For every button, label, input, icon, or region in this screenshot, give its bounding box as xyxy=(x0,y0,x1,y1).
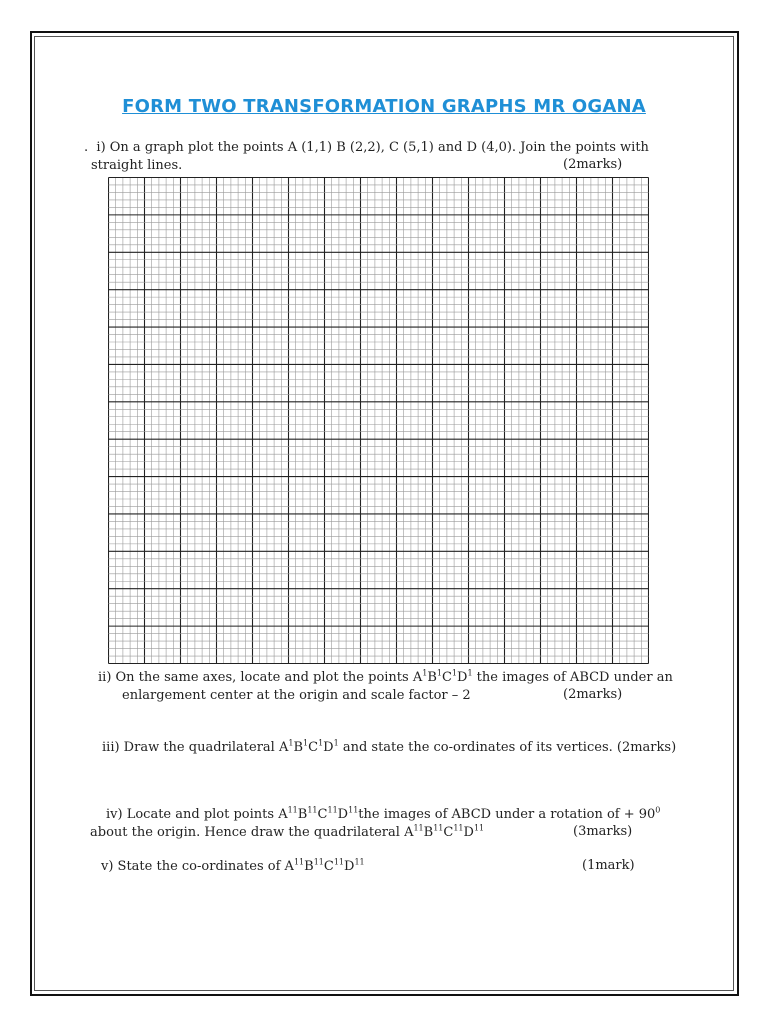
grid-lines xyxy=(109,178,649,664)
question-2-marks: (2marks) xyxy=(563,687,623,702)
page-title: FORM TWO TRANSFORMATION GRAPHS MR OGANA xyxy=(122,96,646,117)
question-2-line-2: enlargement center at the origin and scale factor – 2 xyxy=(122,688,471,703)
question-3: iii) Draw the quadrilateral $A^1B^1C^1D^1$ and state the co-ordinates of its vertices. (2marks) xyxy=(102,738,677,755)
question-4-line-1: iv) Locate and plot points $A^{11}B^{11}C^{11}D^{11}the$ images of ABCD under a rotation of + $90^0$ xyxy=(106,805,661,822)
question-5: v) State the co-ordinates of $A^{11}B^{11}C^{11}D^{11}$ xyxy=(101,857,365,874)
question-4-line-2: about the origin. Hence draw the quadrilateral $A^{11}B^{11}C^{11}D^{11}$ xyxy=(90,823,485,840)
question-1-line-1 xyxy=(84,139,649,156)
question-1-lead: . xyxy=(84,140,89,155)
question-5-marks: (1mark) xyxy=(582,858,635,873)
graph-grid xyxy=(108,177,649,664)
question-1-line-2: straight lines. xyxy=(91,158,183,173)
graph-paper xyxy=(108,177,649,668)
question-1-text: i) On a graph plot the points A (1,1) B (2,2), C (5,1) and D (4,0). Join the points with xyxy=(96,140,649,155)
question-4-marks: (3marks) xyxy=(573,824,633,839)
question-2-line-1: ii) On the same axes, locate and plot the points $A^1B^1C^1D^1$ the images of ABCD under an xyxy=(98,668,673,685)
question-1-marks: (2marks) xyxy=(563,157,623,172)
